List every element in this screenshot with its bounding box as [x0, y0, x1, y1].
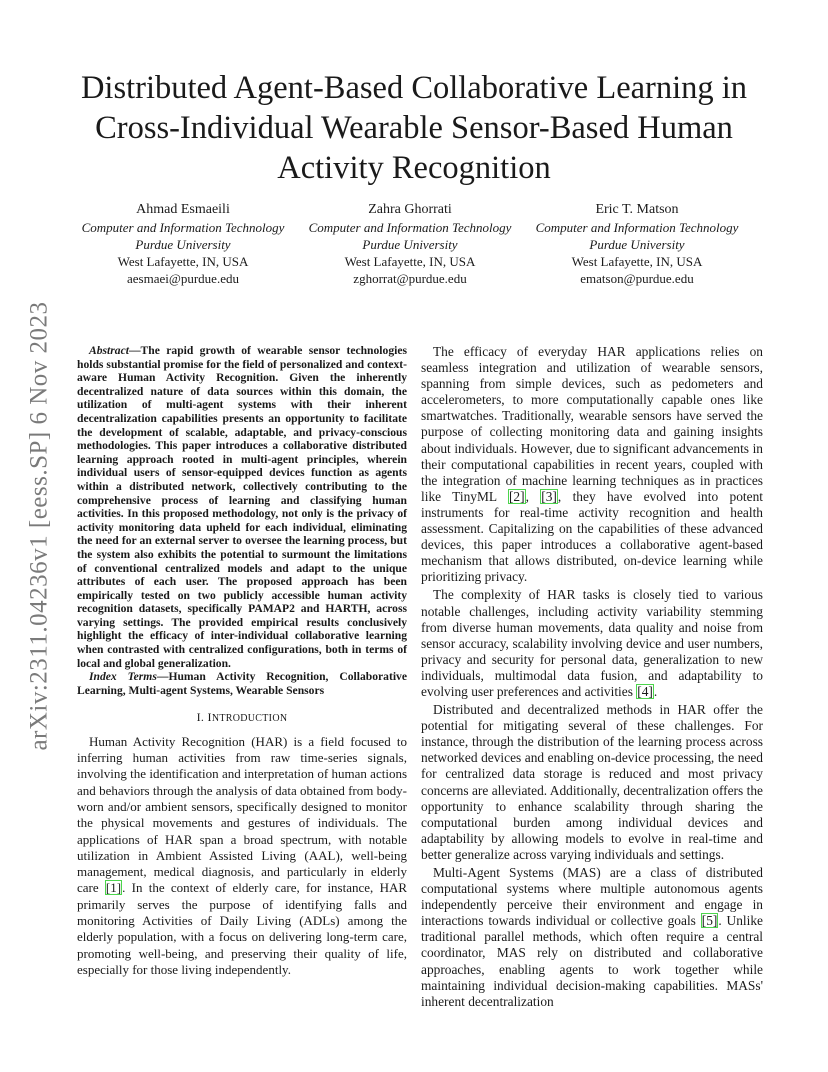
author-name: Eric T. Matson: [595, 202, 679, 217]
section-title-initial: I: [207, 710, 212, 725]
section-title-rest: NTRODUCTION: [211, 713, 288, 725]
abstract-text: —The rapid growth of wearable sensor technologies holds substantial promise for the field of personalized and context-aware Human Activity Recognition. Given the inherently decentralized nature of data sources within this domain, the utilization of multi-agent systems with their inherent decentralization capabilities presents an opportunity to facilitate the development of scalable, adaptable, and privacy-conscious methodologies. This paper introduces a collaborative distributed learning approach rooted in multi-agent principles, wherein individual users of sensor-equipped devices function as agents within a distributed network, collectively contributing to the comprehensive process of learning and classifying human activities. In this proposed methodology, not only is the privacy of activity monitoring data upheld for each individual, eliminating the need for an external server to oversee the learning process, but the system also exhibits the potential to surmount the limitations of conventional centralized models and adapt to the unique attributes of each user. The proposed approach has been empirically tested on two publicly accessible human activity recognition datasets, specifically PAMAP2 and HARTH, across varying settings. The provided empirical results conclusively highlight the efficacy of inter-individual collaborative learning when contrasted with centralized configurations, both in terms of local and global generalization.: [77, 344, 407, 670]
author-department: Computer and Information Technology: [81, 220, 285, 235]
author-1: [70, 200, 296, 287]
author-3: [524, 200, 750, 287]
arxiv-identifier-stamp: [18, 286, 62, 766]
citation-link[interactable]: [1]: [105, 880, 122, 896]
body-paragraph-4: [421, 865, 763, 1010]
author-email: ematson@purdue.edu: [580, 271, 694, 286]
paragraph-text: Human Activity Recognition (HAR) is a field focused to inferring human activities from raw time-series signals, involving the identification and interpretation of human actions and behaviors through the analysis of data obtained from body-worn and/or ambient sensors, specifically designed to monitor the physical movements and gestures of individuals. The applications of HAR span a broad spectrum, with notable utilization in Ambient Assisted Living (AAL), well-being management, medical diagnosis, and particularly in elderly care: [77, 733, 407, 896]
body-paragraph-2: [421, 587, 763, 700]
author-university: Purdue University: [589, 237, 685, 252]
section-number: I.: [196, 710, 205, 725]
paragraph-text: Multi-Agent Systems (MAS) are a class of distributed computational systems where multiple autonomous agents independently perceive their environment and engage in interactions towards individual or collective goals: [421, 865, 763, 929]
paragraph-text: ,: [525, 488, 541, 504]
left-column: [77, 344, 407, 978]
paragraph-text: The complexity of HAR tasks is closely tied to various notable challenges, including activity variability stemming from diverse human movements, data quality and noise from sensor accuracy, scalability involving device and user numbers, privacy and security for personal data, generalization to new individuals, multimodal data fusion, and adaptability to evolving user preferences and activities: [421, 587, 763, 699]
paragraph-text: , they have evolved into potent instruments for real-time activity recognition and health assessment. Capitalizing on the capabilities of these advanced devices, this paper introduces a collaborative agent-based mechanism that allows distributed, on-device learning while prioritizing privacy.: [421, 488, 763, 585]
citation-link[interactable]: [5]: [701, 913, 718, 929]
index-terms-label: Index Terms: [89, 670, 157, 684]
index-terms: [77, 670, 407, 697]
body-paragraph-3: Distributed and decentralized methods in HAR offer the potential for mitigating several of these challenges. For instance, through the distribution of the learning process across networked devices and enabling on-device processing, the need for centralized data storage is reduced and most privacy concerns are alleviated. Additionally, decentralization offers the opportunity to enhance scalability through sharing the computational burden among individual devices and adaptability by allowing models to evolve in real-time and better generalize across varying individuals and settings.: [421, 702, 763, 862]
author-block: [70, 200, 750, 287]
paper-title: [60, 68, 768, 188]
author-name: Ahmad Esmaeili: [136, 202, 230, 217]
section-heading-introduction: [77, 709, 407, 727]
author-location: West Lafayette, IN, USA: [117, 254, 249, 269]
intro-paragraph-1: [77, 734, 407, 978]
author-name: Zahra Ghorrati: [368, 202, 452, 217]
author-email: zghorrat@purdue.edu: [353, 271, 467, 286]
paragraph-text: .: [653, 683, 658, 699]
paragraph-text: . In the context of elderly care, for instance, HAR primarily serves the purpose of identifying falls and monitoring Activities of Daily Living (ADLs) among the elderly population, with a focus on delivering long-term care, promoting well-being, and preserving their quality of life, especially for those living independently.: [77, 880, 408, 977]
citation-link[interactable]: [3]: [541, 488, 557, 504]
author-email: aesmaei@purdue.edu: [127, 271, 239, 286]
index-terms-text: —Human Activity Recognition, Collaborative Learning, Multi-agent Systems, Wearable Sensors: [77, 670, 407, 697]
author-department: Computer and Information Technology: [535, 220, 739, 235]
body-paragraph-1: [421, 344, 763, 585]
title-line-1: Distributed Agent-Based Collaborative Learning in: [80, 70, 748, 106]
abstract-label: Abstract: [89, 344, 129, 357]
author-department: Computer and Information Technology: [308, 220, 512, 235]
author-location: West Lafayette, IN, USA: [571, 254, 703, 269]
citation-link[interactable]: [2]: [508, 488, 525, 504]
title-line-3: Activity Recognition: [277, 150, 551, 186]
arxiv-identifier-text: arXiv:2311.04236v1 [eess.SP] 6 Nov 2023: [26, 301, 54, 751]
author-2: [297, 200, 523, 287]
author-location: West Lafayette, IN, USA: [344, 254, 476, 269]
paragraph-text: The efficacy of everyday HAR applications relies on seamless integration and utilization of wearable sensors, spanning from simple devices, such as pedometers and accelerometers, to more computationally capable ones like smartwatches. Traditionally, wearable sensors have served the purpose of collecting monitoring data and gaining insights about individuals. However, due to significant advancements in their computational capabilities in recent years, coupled with the integration of machine learning techniques as in practices like TinyML: [421, 344, 763, 504]
paragraph-text: . Unlike traditional parallel methods, which often require a central coordinator, MAS rely on distributed and collaborative approaches, enabling agents to work together while maintaining individual decision-making capabilities. MASs' inherent decentralization: [421, 913, 764, 1009]
author-university: Purdue University: [362, 237, 458, 252]
title-line-2: Cross-Individual Wearable Sensor-Based Human: [95, 110, 733, 146]
author-university: Purdue University: [135, 237, 231, 252]
right-column: [421, 344, 763, 1010]
citation-link[interactable]: [4]: [637, 683, 653, 699]
abstract: [77, 344, 407, 670]
